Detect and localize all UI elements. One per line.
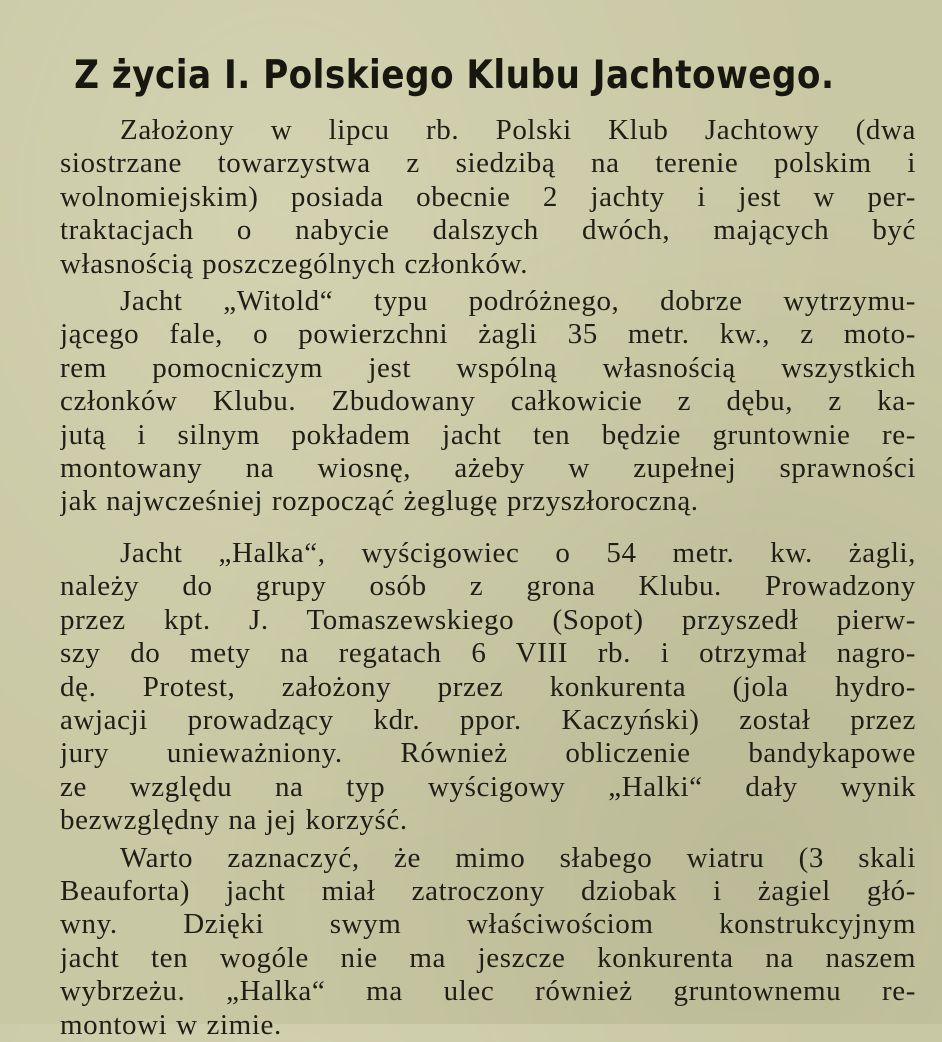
paragraph-gap <box>60 519 916 537</box>
text-line: traktacjach o nabycie dalszych dwóch, mających być <box>60 214 916 247</box>
text-line: bezwzględny na jej korzyść. <box>60 804 408 837</box>
text-line: rem pomocniczym jest wspólną własnością wszystkich <box>60 351 916 384</box>
article-title: Z życia I. Polskiego Klubu Jachtowego. <box>74 53 835 98</box>
text-line: dę. Protest, założony przez konkurenta (jola hydro- <box>60 670 916 703</box>
text-line: montowany na wiosnę, ażeby w zupełnej sprawności <box>60 452 916 485</box>
paragraph-4 <box>60 842 916 1042</box>
text-line: jącego fale, o powierzchni żagli 35 metr. kw., z moto- <box>60 318 916 351</box>
text-line: awjacji prowadzący kdr. ppor. Kaczyński) został przez <box>60 703 916 736</box>
text-line: jury unieważniony. Również obliczenie bandykapowe <box>60 737 916 770</box>
paragraph-1 <box>60 114 916 281</box>
article-body <box>60 114 916 1042</box>
text-line: jacht ten wogóle nie ma jeszcze konkurenta na naszem <box>60 941 916 974</box>
text-line: szy do mety na regatach 6 VIII rb. i otrzymał nagro- <box>60 637 916 670</box>
text-line: jak najwcześniej rozpocząć żeglugę przyszłoroczną. <box>60 485 699 518</box>
text-line: Jacht „Witold“ typu podróżnego, dobrze wytrzymu- <box>120 285 916 318</box>
text-line: wny. Dzięki swym właściwościom konstrukcyjnym <box>60 908 916 941</box>
text-line: własnością poszczególnych członków. <box>60 247 529 280</box>
text-line: wybrzeżu. „Halka“ ma ulec również gruntownemu re- <box>60 975 916 1008</box>
text-line: należy do grupy osób z grona Klubu. Prowadzony <box>60 570 916 603</box>
text-line: Założony w lipcu rb. Polski Klub Jachtowy (dwa <box>120 114 916 146</box>
text-line: przez kpt. J. Tomaszewskiego (Sopot) przyszedł pierw- <box>60 603 916 636</box>
paragraph-2 <box>60 285 916 519</box>
text-line: Warto zaznaczyć, że mimo słabego wiatru (3 skali <box>120 841 916 874</box>
text-line: siostrzane towarzystwa z siedzibą na terenie polskim i <box>60 147 916 180</box>
text-line: członków Klubu. Zbudowany całkowicie z dębu, z ka- <box>60 385 916 418</box>
text-line: jutą i silnym pokładem jacht ten będzie gruntownie re- <box>60 418 916 451</box>
text-line: montowi w zimie. <box>60 1008 282 1041</box>
text-line: Beauforta) jacht miał zatroczony dziobak i żagiel głó- <box>60 874 916 907</box>
text-line: ze względu na typ wyścigowy „Halki“ dały wynik <box>60 770 916 803</box>
paragraph-3 <box>60 537 916 838</box>
text-line: Jacht „Halka“, wyścigowiec o 54 metr. kw. żagli, <box>120 536 916 569</box>
text-line: wolnomiejskim) posiada obecnie 2 jachty i jest w per- <box>60 180 916 213</box>
